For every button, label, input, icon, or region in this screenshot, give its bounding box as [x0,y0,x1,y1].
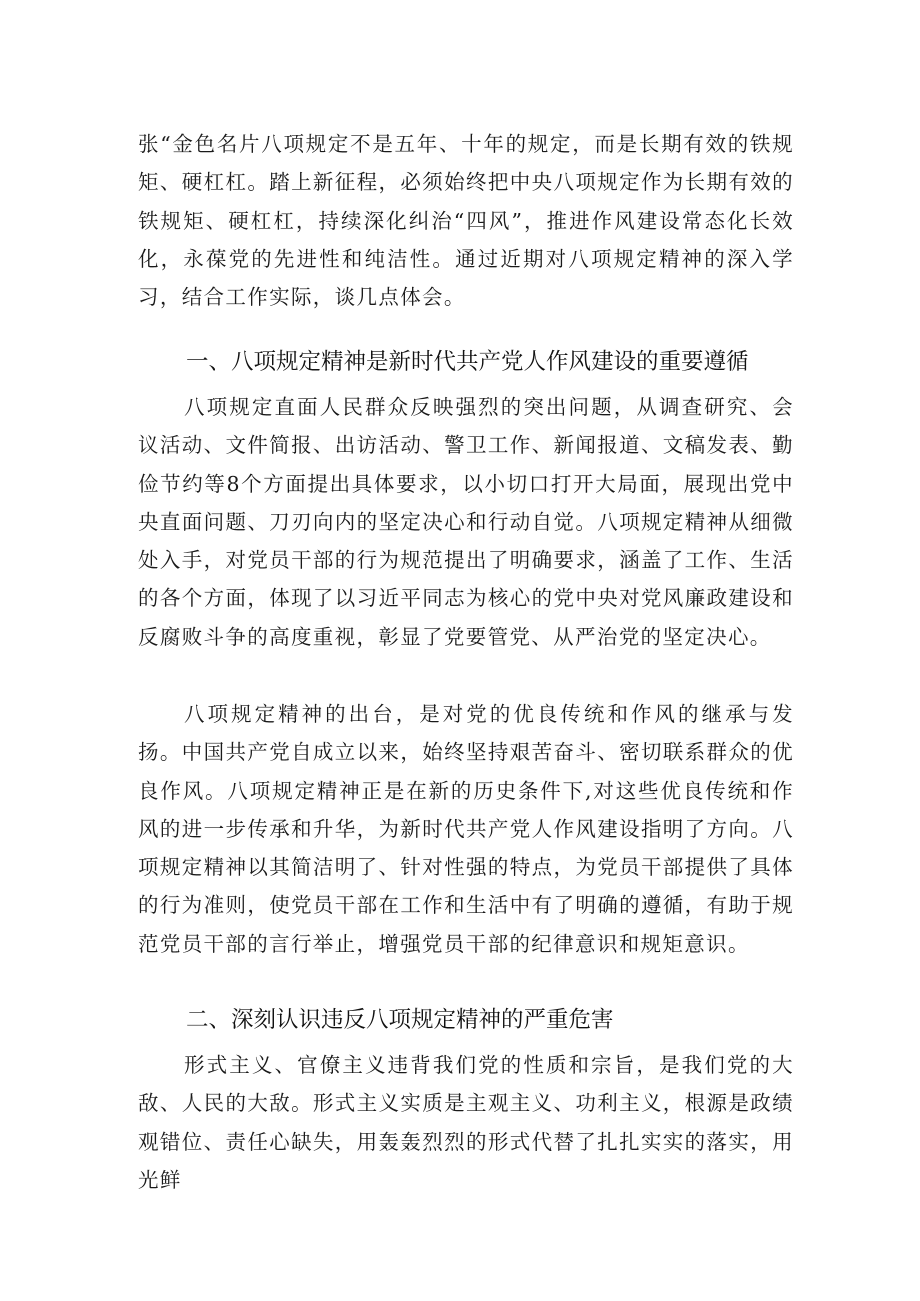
section-2-heading: 二、深刻认识违反八项规定精神的严重危害 [186,1007,614,1033]
intro-paragraph: 张“金色名片八项规定不是五年、十年的规定，而是长期有效的铁规矩、硬杠杠。踏上新征程，必须始终把中央八项规定作为长期有效的铁规矩、硬杠杠，持续深化纠治“四风”，推进作风建设常态化长效化，永葆党的先进性和纯洁性。通过近期对八项规定精神的深入学习，结合工作实际，谈几点体会。 [138,132,794,310]
section-1-paragraph-2: 八项规定精神的出台，是对党的优良传统和作风的继承与发扬。中国共产党自成立以来，始终坚持艰苦奋斗、密切联系群众的优良作风。八项规定精神正是在新的历史条件下,对这些优良传统和作风的进一步传承和升华，为新时代共产党人作风建设指明了方向。八项规定精神以其简洁明了、针对性强的特点，为党员干部提供了具体的行为准则，使党员干部在工作和生活中有了明确的遵循，有助于规范党员干部的言行举止，增强党员干部的纪律意识和规矩意识。 [138,702,794,956]
section-1-heading: 一、八项规定精神是新时代共产党人作风建设的重要遵循 [186,349,749,375]
section-1-paragraph-1: 八项规定直面人民群众反映强烈的突出问题，从调查研究、会议活动、文件简报、出访活动、警卫工作、新闻报道、文稿发表、勤俭节约等8个方面提出具体要求，以小切口打开大局面，展现出党中央直面问题、刀刃向内的坚定决心和行动自觉。八项规定精神从细微处入手，对党员干部的行为规范提出了明确要求，涵盖了工作、生活的各个方面，体现了以习近平同志为核心的党中央对党风廉政建设和反腐败斗争的高度重视，彰显了党要管党、从严治党的坚定决心。 [138,395,794,649]
section-2-paragraph-1: 形式主义、官僚主义违背我们党的性质和宗旨，是我们党的大敌、人民的大敌。形式主义实质是主观主义、功利主义，根源是政绩观错位、责任心缺失，用轰轰烈烈的形式代替了扎扎实实的落实，用光鲜 [138,1053,794,1192]
